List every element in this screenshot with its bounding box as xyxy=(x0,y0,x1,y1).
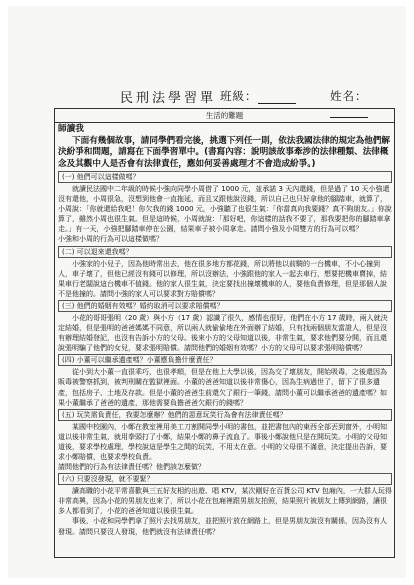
section-question: (三) 他們的婚姻有效嗎？婚約取消可以要求賠償嗎？ xyxy=(58,300,392,312)
section-body: 請問他們的行為有法律責任嗎？他們該怎麼做？ xyxy=(58,463,205,472)
intro-heading: 師讀我 xyxy=(58,124,84,134)
section-body: 小花的哥哥張明（20 歲）與小方（17 歲）認識了很久，感情也很好，他們在小方 17 歲時，兩人就決定結婚，但是張明的爸爸媽媽不同意，所以兩人就偷偷地在外面辦了結婚，只有找兩個朋友當證人，但是沒有辦理結婚登記，也沒有告訴小方的父母。後來小方的父母知道以後，非常生氣，要求他們要分開，而且還說張明騙了他們的女兒，要求張明賠償。請問他們的婚姻有效嗎？小方的父母可以要求張明賠償嗎？ xyxy=(58,313,388,353)
section-question: (四) 小董可以繼承遺產嗎？小董應負擔什麼責任？ xyxy=(58,354,392,366)
worksheet-title: 民刑法學習單 xyxy=(120,91,217,106)
class-label: 班級： xyxy=(220,89,258,103)
section-question: (一) 他們可以這樣做嗎？ xyxy=(58,171,392,183)
section-body: 從小到大小董一直很乖巧，也很孝順，但是在他上大學以後，因為交了壞朋友，開始吸毒，之後還因為販毒被警察抓到，被判刑關在監獄裡面。小董的爸爸知道以後非常傷心，因為生病過世了，留下了很多遺產，包括房子、土地及存款。但是小董的爸爸生前還欠了銀行一筆錢，請問小董可以繼承爸爸的遺產嗎？如果小董繼承了爸爸的遺產，那他需要負擔爸爸欠銀行的錢嗎？ xyxy=(58,368,387,407)
class-field[interactable] xyxy=(220,88,296,104)
section-body: 事後，小花和同學們拿了照片去找男朋友，並把照片放在網路上，但是男朋友說沒有關係，因為沒有人發現。請問只要沒人發現，他們就沒有法律責任嗎？ xyxy=(58,517,387,536)
worksheet-subtitle: 生活的難題 xyxy=(55,109,394,123)
section-body: 小強和小周的行為可以這樣做嗎？ xyxy=(58,235,163,244)
section-question: (二) 可以退來還我嗎？ xyxy=(58,246,392,258)
class-blank[interactable] xyxy=(258,93,296,104)
worksheet-content xyxy=(58,124,392,537)
section-body: 就讀民法國中二年級的時候小強向同學小周借了 1000 元，並承諾 3 天內還錢，但是過了 10 天小強還沒有還他，小周很急，沒想到他會一直拖延，而且又跟他說沒錢，所以自己也只好拿他的腳踏車，就算了，小周說：「你就還給我吧！你欠我的錢 1000 元，小強聽了也很生氣：「你當真向我要錢？真不夠朋友。」你說算了，雖然小周也很生氣。但是這時候，小周就說：「那好吧，你這樣的話我不要了，那我要把你的腳踏車拿走。」有一天，小強把腳踏車停在公園，結果車子被小周拿走。請問小強及小周雙方的行為可以嗎？ xyxy=(58,185,392,234)
section-body: 小強家的小兒子，因為他時常出去，他在很多地方都花錢，所以將他以前騎的一台機車，不小心撞到人，車子壞了，但他已經沒有錢可以修理，所以沒辦法，小強跟他的家人一起去車行，想要把機車賣掉，結果車行老闆說這台機車不值錢。他的家人很生氣，決定要找出撞壞機車的人，要他負責修理，但是那個人說不是他撞的。請問小強的家人可以要求對方賠償嗎？ xyxy=(58,259,387,298)
section-question: (六) 只要沒發現，就不要緊？ xyxy=(58,473,392,485)
worksheet-frame xyxy=(54,108,395,558)
intro-instructions: 下面有幾個故事，請同學們看完後，挑選下列任一則，依法我國法律的規定為他們解決紛爭和問題，請寫在下面學習單中。(書寫內容：說明該故事牽涉的法律種類、法律概念及其觀中人是否會有法律責任，應如何妥善處理才不會造成紛爭。) xyxy=(58,135,390,169)
header-row xyxy=(60,87,400,105)
section-question: (五) 玩笑需負責任，我要怎麼辦？他們的惡意玩笑行為會有法律責任嗎？ xyxy=(58,409,392,421)
section-body: 讀高職的小花平常喜歡與三五好友相約出遊、唱 KTV，某次剛好在百貨公司 KTV 包廂內，一大群人玩得非常高興，因為小花的男朋友也來了，所以小花在包廂裡跟男朋友拍照，結果照片被朋友上傳到網路，讓很多人都看到了，小花的爸爸知道以後很生氣。 xyxy=(58,487,392,516)
section-body: 某國中校園內，小鄭在教室裡用美工刀割開同學小明的書包，並把書包內的東西全部丟到窗外，小明知道以後非常生氣，就用拳頭打了小鄭，結果小鄭的鼻子流血了。事後小鄭說他只是在開玩笑。小明的父母知道後，要求學校處理，學校說這是學生之間的玩笑，不用太在意。小明的父母很不滿意，決定提出告訴，要求小鄭賠償，也要求學校負責。 xyxy=(58,422,387,461)
name-label: 姓名： xyxy=(330,89,368,103)
